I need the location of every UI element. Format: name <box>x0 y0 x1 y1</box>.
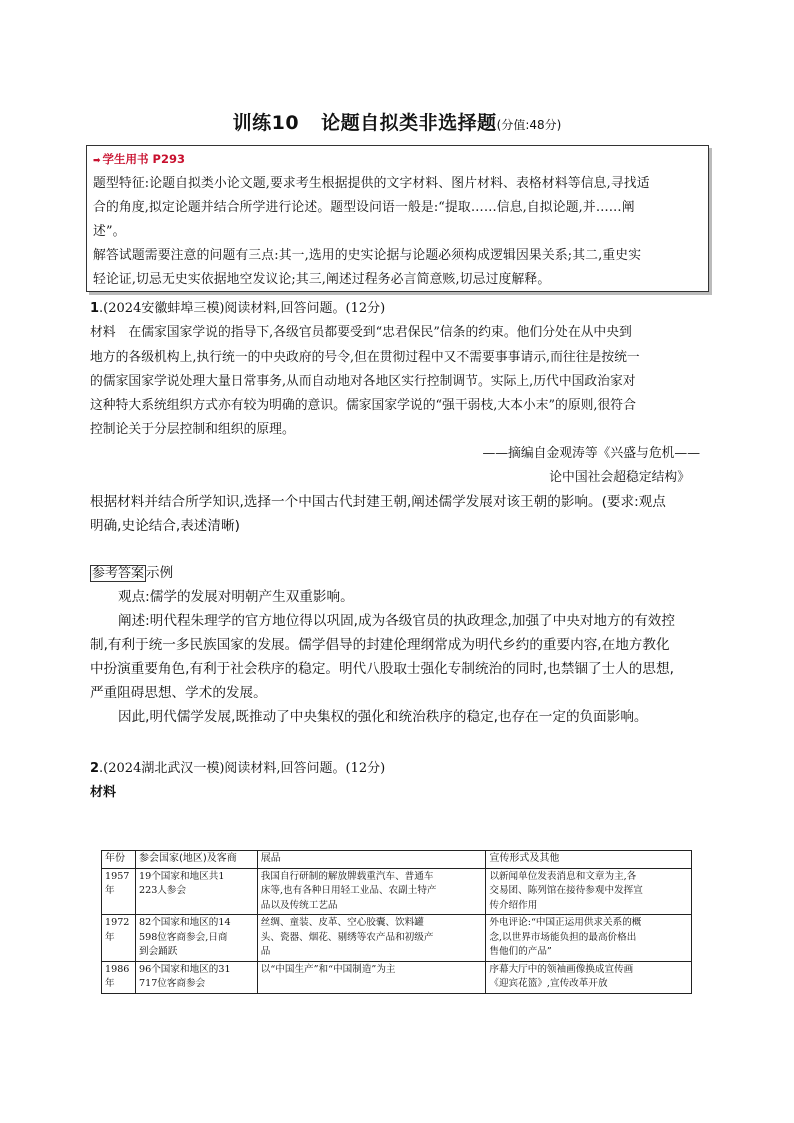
q1-source-2: 论中国社会超稳定结构》 <box>549 470 690 485</box>
student-book-ref-text: 学生用书 P293 <box>102 152 185 166</box>
student-book-ref <box>93 151 185 167</box>
q2-number: 2 <box>90 761 100 776</box>
table-row <box>102 915 692 962</box>
title-score: (分值:48分) <box>496 118 562 132</box>
intro-line: 述”。 <box>93 224 126 239</box>
q1-answer-line: 严重阻碍思想、学术的发展。 <box>90 685 267 701</box>
page-title <box>0 108 794 135</box>
table-header-cell: 年份 <box>102 851 136 869</box>
intro-line: 合的角度,拟定论题并结合所学进行论述。题型设问语一般是:“提取……信息,自拟论题,并……阐 <box>93 200 635 215</box>
intro-line: 解答试题需要注意的问题有三点:其一,选用的史实论据与论题必须构成逻辑因果关系;其二,重史实 <box>93 248 642 263</box>
q2-material-label: 材料 <box>90 785 117 800</box>
q1-answer-heading <box>90 561 173 586</box>
table-cell-publicity: 以新闻单位发表消息和文章为主,各 交易团、陈列馆在接待参观中发挥宣 传介绍作用 <box>486 868 692 915</box>
q1-material-line: 控制论关于分层控制和组织的原理。 <box>90 422 295 437</box>
q1-header <box>90 297 385 316</box>
table-cell-exhibits: 以“中国生产”和“中国制造”为主 <box>257 961 486 993</box>
table-row <box>102 868 692 915</box>
q1-material-line: 材料 在儒家国家学说的指导下,各级官员都要受到“忠君保民”信条的约束。他们分处在从中央到 <box>90 325 632 340</box>
q1-answer-line: 观点:儒学的发展对明朝产生双重影响。 <box>118 589 354 605</box>
expo-table-wrap <box>101 850 692 994</box>
table-cell-year: 1972 年 <box>102 915 136 962</box>
table-cell-year: 1957 年 <box>102 868 136 915</box>
table-header-cell: 展品 <box>257 851 486 869</box>
table-cell-exhibits: 我国自行研制的解放牌载重汽车、普通车 床等,也有各种日用轻工业品、农副土特产 品以及传统工艺品 <box>257 868 486 915</box>
table-header-cell: 参会国家(地区)及客商 <box>135 851 257 869</box>
arrow-icon: ➡ <box>93 156 101 166</box>
table-cell-year: 1986 年 <box>102 961 136 993</box>
table-cell-exhibits: 丝绸、童装、皮革、空心胶囊、饮料罐 头、瓷器、烟花、剔绣等农产品和初级产 品 <box>257 915 486 962</box>
intro-line: 题型特征:论题自拟类小论文题,要求考生根据提供的文字材料、图片材料、表格材料等信息,寻找适 <box>93 176 650 191</box>
q1-question-line: 根据材料并结合所学知识,选择一个中国古代封建王朝,阐述儒学发展对该王朝的影响。(要求:观点 <box>90 494 666 510</box>
answer-label: 示例 <box>146 565 174 581</box>
title-main: 训练10 <box>232 112 300 134</box>
q2-header-text: .(2024湖北武汉一模)阅读材料,回答问题。(12分) <box>99 761 386 776</box>
table-cell-countries: 96个国家和地区的31 717位客商参会 <box>135 961 257 993</box>
table-cell-publicity: 外电评论:“中国正运用供求关系的概 念,以世界市场能负担的最高价格出 售他们的产品” <box>486 915 692 962</box>
q1-material-line: 这种特大系统组织方式亦有较为明确的意识。儒家国家学说的“强干弱枝,大本小末”的原则,很符合 <box>90 398 636 413</box>
q1-answer-line: 制,有利于统一多民族国家的发展。儒学倡导的封建伦理纲常成为明代乡约的重要内容,在地方教化 <box>90 637 670 653</box>
q1-question-line: 明确,史论结合,表述清晰) <box>90 518 240 534</box>
q1-header-text: .(2024安徽蚌埠三模)阅读材料,回答问题。(12分) <box>99 301 386 316</box>
q2-header <box>90 757 385 776</box>
q1-material-line: 地方的各级机构上,执行统一的中央政府的号令,但在贯彻过程中又不需要事事请示,而往往是按统一 <box>90 350 640 365</box>
intro-line: 轻论证,切忌无史实依据地空发议论;其三,阐述过程务必言简意赅,切忌过度解释。 <box>93 272 551 287</box>
q1-answer-line: 因此,明代儒学发展,既推动了中央集权的强化和统治秩序的稳定,也存在一定的负面影响。 <box>118 709 648 725</box>
table-header-cell: 宣传形式及其他 <box>486 851 692 869</box>
q1-answer-line: 阐述:明代程朱理学的官方地位得以巩固,成为各级官员的执政理念,加强了中央对地方的有效控 <box>118 613 675 629</box>
table-cell-publicity: 序幕大厅中的领袖画像换成宣传画 《迎宾花篮》,宣传改革开放 <box>486 961 692 993</box>
title-sub: 论题自拟类非选择题 <box>321 112 497 134</box>
q1-answer-line: 中扮演重要角色,有利于社会秩序的稳定。明代八股取士强化专制统治的同时,也禁锢了士人的思想, <box>90 661 674 677</box>
table-cell-countries: 82个国家和地区的14 598位客商参会,日商 到会踊跃 <box>135 915 257 962</box>
q1-material-line: 的儒家国家学说处理大量日常事务,从而自动地对各地区实行控制调节。实际上,历代中国政治家对 <box>90 374 636 389</box>
q1-source-1: ——摘编自金观涛等《兴盛与危机—— <box>482 446 700 461</box>
table-header-row <box>102 851 692 869</box>
q1-number: 1 <box>90 301 100 316</box>
expo-table <box>101 850 692 994</box>
table-row <box>102 961 692 993</box>
answer-tag: 参考答案 <box>92 566 145 581</box>
table-cell-countries: 19个国家和地区共1 223人参会 <box>135 868 257 915</box>
